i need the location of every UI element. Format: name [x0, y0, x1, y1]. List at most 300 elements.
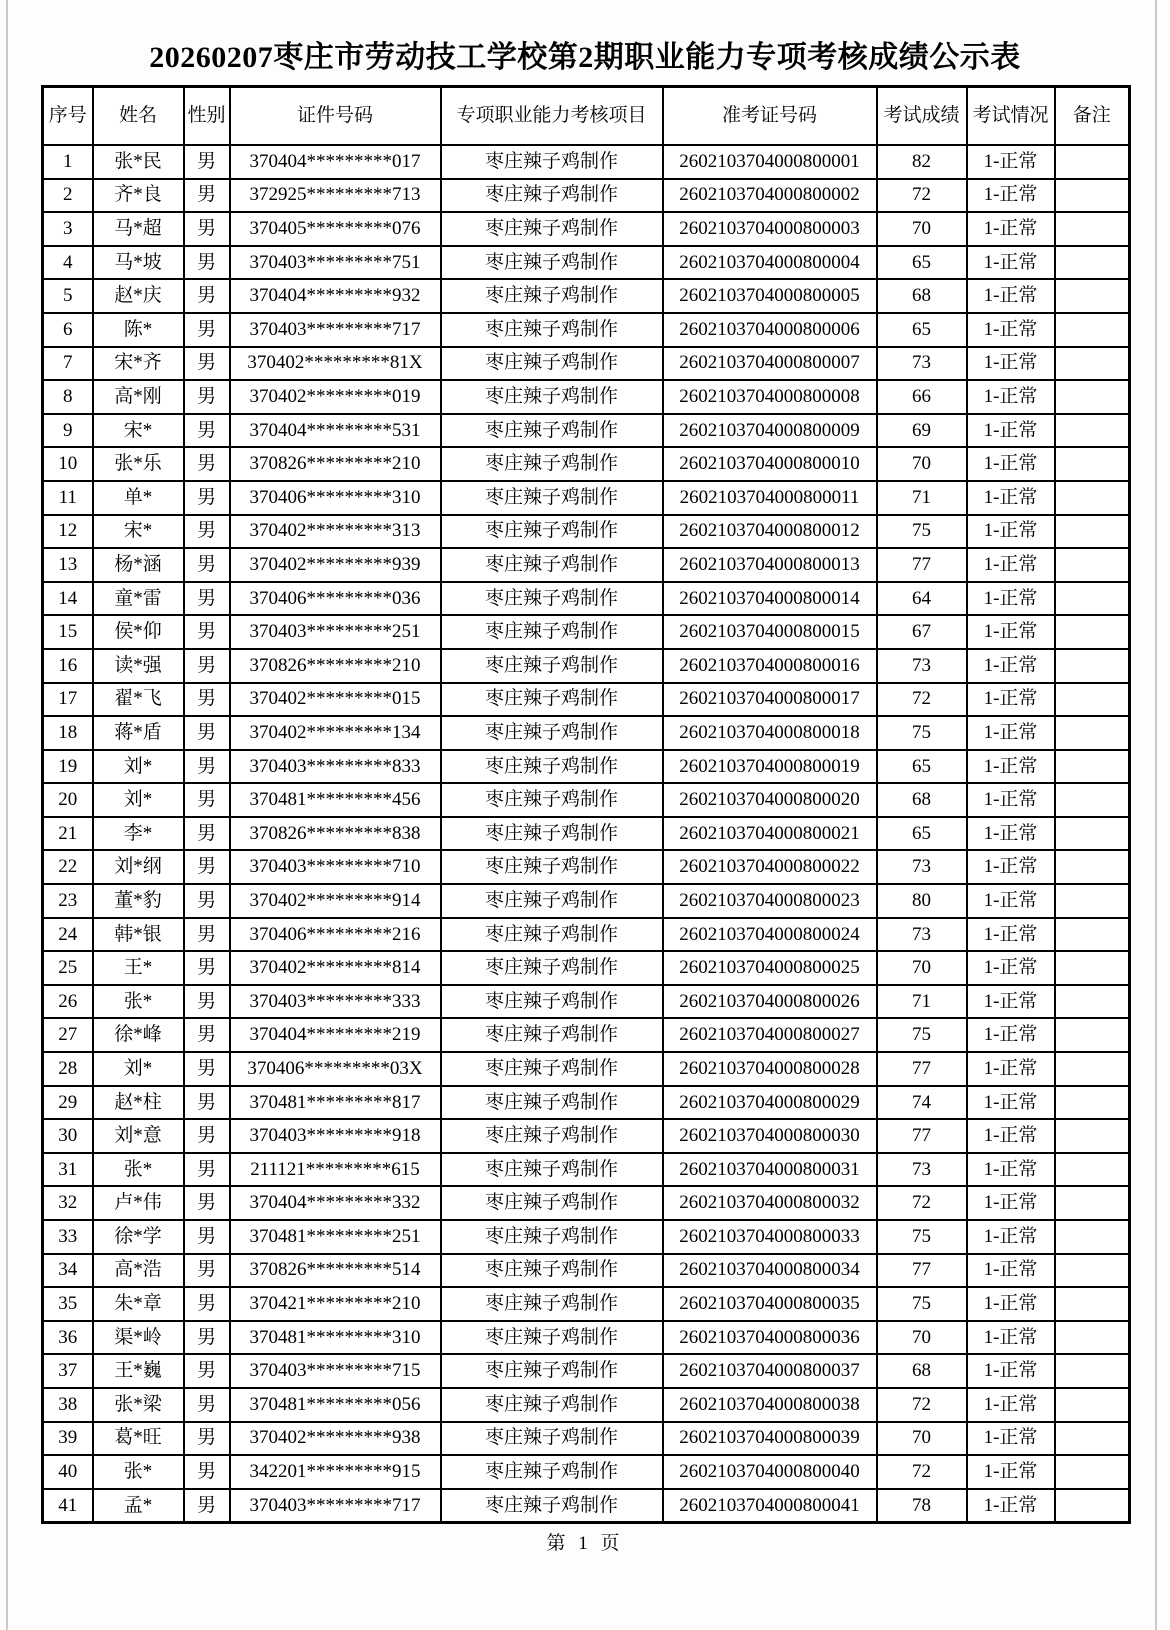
table-row — [43, 750, 1130, 784]
cell-gender: 男 — [184, 179, 230, 213]
cell-score: 73 — [877, 1153, 967, 1187]
page-title: 20260207枣庄市劳动技工学校第2期职业能力专项考核成绩公示表 — [149, 41, 1021, 74]
cell-gender: 男 — [184, 1455, 230, 1489]
table-row — [43, 515, 1130, 549]
cell-id-number: 370402*********814 — [230, 951, 441, 985]
cell-name: 王* — [93, 951, 184, 985]
column-header-serial: 序号 — [43, 87, 93, 146]
cell-id-number: 370402*********81X — [230, 347, 441, 381]
cell-name: 陈* — [93, 313, 184, 347]
cell-project: 枣庄辣子鸡制作 — [441, 817, 663, 851]
cell-score: 69 — [877, 414, 967, 448]
table-body — [43, 145, 1130, 1523]
cell-ticket-number: 2602103704000800033 — [663, 1220, 877, 1254]
cell-project: 枣庄辣子鸡制作 — [441, 1321, 663, 1355]
cell-project: 枣庄辣子鸡制作 — [441, 1287, 663, 1321]
cell-serial: 20 — [43, 783, 93, 817]
cell-serial: 34 — [43, 1254, 93, 1288]
cell-status: 1-正常 — [967, 1455, 1055, 1489]
cell-ticket-number: 2602103704000800041 — [663, 1489, 877, 1523]
cell-ticket-number: 2602103704000800017 — [663, 683, 877, 717]
cell-status: 1-正常 — [967, 1287, 1055, 1321]
cell-serial: 6 — [43, 313, 93, 347]
cell-project: 枣庄辣子鸡制作 — [441, 582, 663, 616]
cell-id-number: 370404*********531 — [230, 414, 441, 448]
cell-name: 张*乐 — [93, 447, 184, 481]
cell-score: 71 — [877, 985, 967, 1019]
cell-remark — [1055, 414, 1130, 448]
cell-id-number: 370481*********056 — [230, 1388, 441, 1422]
table-row — [43, 783, 1130, 817]
cell-remark — [1055, 1388, 1130, 1422]
cell-project: 枣庄辣子鸡制作 — [441, 1422, 663, 1456]
cell-gender: 男 — [184, 414, 230, 448]
cell-gender: 男 — [184, 716, 230, 750]
cell-name: 刘*纲 — [93, 850, 184, 884]
cell-name: 翟*飞 — [93, 683, 184, 717]
cell-gender: 男 — [184, 1254, 230, 1288]
cell-serial: 27 — [43, 1018, 93, 1052]
table-row — [43, 1388, 1130, 1422]
cell-id-number: 370403*********715 — [230, 1354, 441, 1388]
cell-id-number: 370403*********833 — [230, 750, 441, 784]
cell-remark — [1055, 347, 1130, 381]
cell-score: 78 — [877, 1489, 967, 1523]
cell-remark — [1055, 1321, 1130, 1355]
cell-score: 73 — [877, 649, 967, 683]
cell-status: 1-正常 — [967, 1489, 1055, 1523]
cell-score: 73 — [877, 347, 967, 381]
cell-score: 72 — [877, 1388, 967, 1422]
cell-status: 1-正常 — [967, 1086, 1055, 1120]
cell-project: 枣庄辣子鸡制作 — [441, 783, 663, 817]
cell-serial: 21 — [43, 817, 93, 851]
cell-remark — [1055, 1186, 1130, 1220]
cell-remark — [1055, 1489, 1130, 1523]
cell-status: 1-正常 — [967, 179, 1055, 213]
cell-serial: 30 — [43, 1119, 93, 1153]
cell-serial: 24 — [43, 918, 93, 952]
table-row — [43, 313, 1130, 347]
cell-remark — [1055, 481, 1130, 515]
cell-serial: 36 — [43, 1321, 93, 1355]
cell-remark — [1055, 582, 1130, 616]
cell-id-number: 370402*********939 — [230, 548, 441, 582]
cell-name: 刘* — [93, 1052, 184, 1086]
cell-project: 枣庄辣子鸡制作 — [441, 918, 663, 952]
cell-gender: 男 — [184, 582, 230, 616]
cell-remark — [1055, 716, 1130, 750]
cell-id-number: 370481*********817 — [230, 1086, 441, 1120]
cell-remark — [1055, 548, 1130, 582]
cell-score: 80 — [877, 884, 967, 918]
cell-score: 77 — [877, 1119, 967, 1153]
table-row — [43, 1153, 1130, 1187]
cell-score: 70 — [877, 1422, 967, 1456]
cell-gender: 男 — [184, 951, 230, 985]
cell-project: 枣庄辣子鸡制作 — [441, 649, 663, 683]
cell-status: 1-正常 — [967, 1153, 1055, 1187]
cell-gender: 男 — [184, 515, 230, 549]
cell-status: 1-正常 — [967, 481, 1055, 515]
cell-ticket-number: 2602103704000800002 — [663, 179, 877, 213]
cell-remark — [1055, 246, 1130, 280]
cell-serial: 8 — [43, 380, 93, 414]
cell-serial: 29 — [43, 1086, 93, 1120]
cell-name: 韩*银 — [93, 918, 184, 952]
cell-remark — [1055, 1422, 1130, 1456]
cell-status: 1-正常 — [967, 1119, 1055, 1153]
cell-status: 1-正常 — [967, 850, 1055, 884]
cell-name: 高*浩 — [93, 1254, 184, 1288]
cell-ticket-number: 2602103704000800020 — [663, 783, 877, 817]
cell-gender: 男 — [184, 1220, 230, 1254]
cell-remark — [1055, 179, 1130, 213]
table-row — [43, 649, 1130, 683]
cell-ticket-number: 2602103704000800028 — [663, 1052, 877, 1086]
cell-remark — [1055, 683, 1130, 717]
cell-project: 枣庄辣子鸡制作 — [441, 1220, 663, 1254]
cell-remark — [1055, 313, 1130, 347]
cell-id-number: 370405*********076 — [230, 212, 441, 246]
cell-gender: 男 — [184, 246, 230, 280]
cell-status: 1-正常 — [967, 313, 1055, 347]
cell-status: 1-正常 — [967, 1220, 1055, 1254]
cell-gender: 男 — [184, 1153, 230, 1187]
cell-serial: 2 — [43, 179, 93, 213]
cell-gender: 男 — [184, 145, 230, 179]
cell-name: 张* — [93, 1153, 184, 1187]
column-header-name: 姓名 — [93, 87, 184, 146]
cell-id-number: 370826*********210 — [230, 447, 441, 481]
cell-status: 1-正常 — [967, 1052, 1055, 1086]
cell-status: 1-正常 — [967, 750, 1055, 784]
cell-id-number: 370404*********219 — [230, 1018, 441, 1052]
cell-status: 1-正常 — [967, 582, 1055, 616]
cell-score: 72 — [877, 1186, 967, 1220]
cell-project: 枣庄辣子鸡制作 — [441, 1119, 663, 1153]
cell-project: 枣庄辣子鸡制作 — [441, 279, 663, 313]
cell-gender: 男 — [184, 783, 230, 817]
cell-name: 张*梁 — [93, 1388, 184, 1422]
cell-serial: 1 — [43, 145, 93, 179]
column-header-id-number: 证件号码 — [230, 87, 441, 146]
cell-id-number: 370403*********751 — [230, 246, 441, 280]
table-row — [43, 582, 1130, 616]
cell-project: 枣庄辣子鸡制作 — [441, 1455, 663, 1489]
cell-serial: 19 — [43, 750, 93, 784]
cell-name: 刘*意 — [93, 1119, 184, 1153]
table-row — [43, 884, 1130, 918]
cell-serial: 31 — [43, 1153, 93, 1187]
cell-ticket-number: 2602103704000800026 — [663, 985, 877, 1019]
cell-gender: 男 — [184, 1186, 230, 1220]
cell-id-number: 370826*********514 — [230, 1254, 441, 1288]
cell-remark — [1055, 951, 1130, 985]
cell-name: 杨*涵 — [93, 548, 184, 582]
cell-score: 75 — [877, 1220, 967, 1254]
cell-remark — [1055, 615, 1130, 649]
cell-status: 1-正常 — [967, 1422, 1055, 1456]
cell-gender: 男 — [184, 850, 230, 884]
cell-project: 枣庄辣子鸡制作 — [441, 1052, 663, 1086]
cell-ticket-number: 2602103704000800008 — [663, 380, 877, 414]
cell-score: 73 — [877, 850, 967, 884]
cell-status: 1-正常 — [967, 447, 1055, 481]
cell-name: 宋* — [93, 414, 184, 448]
cell-id-number: 370403*********710 — [230, 850, 441, 884]
cell-name: 卢*伟 — [93, 1186, 184, 1220]
cell-serial: 22 — [43, 850, 93, 884]
table-row — [43, 380, 1130, 414]
cell-id-number: 370402*********019 — [230, 380, 441, 414]
cell-ticket-number: 2602103704000800039 — [663, 1422, 877, 1456]
cell-remark — [1055, 750, 1130, 784]
cell-ticket-number: 2602103704000800013 — [663, 548, 877, 582]
cell-project: 枣庄辣子鸡制作 — [441, 1489, 663, 1523]
cell-project: 枣庄辣子鸡制作 — [441, 615, 663, 649]
cell-score: 75 — [877, 1018, 967, 1052]
cell-serial: 13 — [43, 548, 93, 582]
cell-score: 75 — [877, 716, 967, 750]
cell-serial: 11 — [43, 481, 93, 515]
cell-status: 1-正常 — [967, 918, 1055, 952]
table-row — [43, 1018, 1130, 1052]
cell-id-number: 370403*********918 — [230, 1119, 441, 1153]
cell-project: 枣庄辣子鸡制作 — [441, 515, 663, 549]
cell-project: 枣庄辣子鸡制作 — [441, 985, 663, 1019]
table-row — [43, 1052, 1130, 1086]
cell-score: 70 — [877, 447, 967, 481]
cell-score: 73 — [877, 918, 967, 952]
cell-id-number: 370406*********310 — [230, 481, 441, 515]
cell-status: 1-正常 — [967, 279, 1055, 313]
cell-score: 64 — [877, 582, 967, 616]
cell-gender: 男 — [184, 313, 230, 347]
cell-id-number: 370403*********717 — [230, 1489, 441, 1523]
cell-name: 齐*良 — [93, 179, 184, 213]
table-row — [43, 1186, 1130, 1220]
table-row — [43, 145, 1130, 179]
cell-score: 65 — [877, 817, 967, 851]
cell-remark — [1055, 918, 1130, 952]
cell-ticket-number: 2602103704000800036 — [663, 1321, 877, 1355]
cell-score: 70 — [877, 1321, 967, 1355]
cell-ticket-number: 2602103704000800019 — [663, 750, 877, 784]
cell-remark — [1055, 985, 1130, 1019]
table-row — [43, 1489, 1130, 1523]
cell-id-number: 211121*********615 — [230, 1153, 441, 1187]
table-row — [43, 1422, 1130, 1456]
cell-ticket-number: 2602103704000800015 — [663, 615, 877, 649]
cell-name: 孟* — [93, 1489, 184, 1523]
cell-status: 1-正常 — [967, 1018, 1055, 1052]
cell-ticket-number: 2602103704000800012 — [663, 515, 877, 549]
cell-gender: 男 — [184, 1086, 230, 1120]
cell-status: 1-正常 — [967, 1388, 1055, 1422]
cell-serial: 40 — [43, 1455, 93, 1489]
cell-name: 单* — [93, 481, 184, 515]
cell-id-number: 370481*********456 — [230, 783, 441, 817]
cell-status: 1-正常 — [967, 951, 1055, 985]
cell-name: 读*强 — [93, 649, 184, 683]
cell-gender: 男 — [184, 1018, 230, 1052]
cell-name: 赵*柱 — [93, 1086, 184, 1120]
column-header-project: 专项职业能力考核项目 — [441, 87, 663, 146]
cell-score: 75 — [877, 515, 967, 549]
cell-status: 1-正常 — [967, 985, 1055, 1019]
cell-gender: 男 — [184, 1422, 230, 1456]
cell-ticket-number: 2602103704000800016 — [663, 649, 877, 683]
cell-name: 张*民 — [93, 145, 184, 179]
cell-remark — [1055, 783, 1130, 817]
cell-name: 高*刚 — [93, 380, 184, 414]
cell-serial: 41 — [43, 1489, 93, 1523]
cell-ticket-number: 2602103704000800024 — [663, 918, 877, 952]
cell-id-number: 370402*********938 — [230, 1422, 441, 1456]
cell-name: 张* — [93, 1455, 184, 1489]
cell-id-number: 370404*********332 — [230, 1186, 441, 1220]
cell-ticket-number: 2602103704000800007 — [663, 347, 877, 381]
table-row — [43, 246, 1130, 280]
cell-remark — [1055, 1018, 1130, 1052]
cell-project: 枣庄辣子鸡制作 — [441, 1018, 663, 1052]
cell-serial: 12 — [43, 515, 93, 549]
cell-project: 枣庄辣子鸡制作 — [441, 414, 663, 448]
cell-ticket-number: 2602103704000800022 — [663, 850, 877, 884]
cell-remark — [1055, 279, 1130, 313]
cell-name: 宋*齐 — [93, 347, 184, 381]
cell-status: 1-正常 — [967, 414, 1055, 448]
cell-name: 宋* — [93, 515, 184, 549]
cell-score: 65 — [877, 246, 967, 280]
cell-name: 朱*章 — [93, 1287, 184, 1321]
cell-serial: 17 — [43, 683, 93, 717]
cell-ticket-number: 2602103704000800034 — [663, 1254, 877, 1288]
cell-name: 徐*峰 — [93, 1018, 184, 1052]
table-row — [43, 1321, 1130, 1355]
cell-remark — [1055, 817, 1130, 851]
cell-ticket-number: 2602103704000800025 — [663, 951, 877, 985]
cell-id-number: 370826*********838 — [230, 817, 441, 851]
cell-serial: 4 — [43, 246, 93, 280]
cell-status: 1-正常 — [967, 884, 1055, 918]
cell-status: 1-正常 — [967, 1321, 1055, 1355]
cell-name: 侯*仰 — [93, 615, 184, 649]
cell-ticket-number: 2602103704000800009 — [663, 414, 877, 448]
cell-id-number: 370402*********134 — [230, 716, 441, 750]
cell-id-number: 370403*********251 — [230, 615, 441, 649]
cell-project: 枣庄辣子鸡制作 — [441, 1254, 663, 1288]
cell-score: 72 — [877, 179, 967, 213]
cell-gender: 男 — [184, 1321, 230, 1355]
table-row — [43, 548, 1130, 582]
table-row — [43, 615, 1130, 649]
cell-project: 枣庄辣子鸡制作 — [441, 447, 663, 481]
cell-status: 1-正常 — [967, 817, 1055, 851]
cell-serial: 33 — [43, 1220, 93, 1254]
cell-status: 1-正常 — [967, 1186, 1055, 1220]
cell-status: 1-正常 — [967, 1354, 1055, 1388]
cell-serial: 3 — [43, 212, 93, 246]
cell-ticket-number: 2602103704000800032 — [663, 1186, 877, 1220]
cell-id-number: 342201*********915 — [230, 1455, 441, 1489]
cell-score: 72 — [877, 1455, 967, 1489]
cell-name: 张* — [93, 985, 184, 1019]
cell-project: 枣庄辣子鸡制作 — [441, 212, 663, 246]
cell-ticket-number: 2602103704000800003 — [663, 212, 877, 246]
cell-id-number: 370403*********717 — [230, 313, 441, 347]
cell-ticket-number: 2602103704000800005 — [663, 279, 877, 313]
table-row — [43, 1119, 1130, 1153]
table-row — [43, 716, 1130, 750]
cell-score: 65 — [877, 750, 967, 784]
column-header-remark: 备注 — [1055, 87, 1130, 146]
cell-project: 枣庄辣子鸡制作 — [441, 313, 663, 347]
cell-gender: 男 — [184, 548, 230, 582]
cell-name: 赵*庆 — [93, 279, 184, 313]
page-footer: 第 1 页 — [546, 1533, 624, 1554]
cell-serial: 5 — [43, 279, 93, 313]
cell-score: 72 — [877, 683, 967, 717]
table-row — [43, 1220, 1130, 1254]
cell-status: 1-正常 — [967, 683, 1055, 717]
cell-gender: 男 — [184, 817, 230, 851]
cell-id-number: 370481*********251 — [230, 1220, 441, 1254]
cell-remark — [1055, 380, 1130, 414]
cell-gender: 男 — [184, 985, 230, 1019]
cell-ticket-number: 2602103704000800018 — [663, 716, 877, 750]
cell-remark — [1055, 884, 1130, 918]
cell-serial: 16 — [43, 649, 93, 683]
cell-project: 枣庄辣子鸡制作 — [441, 683, 663, 717]
cell-serial: 26 — [43, 985, 93, 1019]
cell-project: 枣庄辣子鸡制作 — [441, 145, 663, 179]
table-row — [43, 951, 1130, 985]
cell-remark — [1055, 1354, 1130, 1388]
cell-serial: 28 — [43, 1052, 93, 1086]
cell-remark — [1055, 212, 1130, 246]
cell-score: 74 — [877, 1086, 967, 1120]
cell-project: 枣庄辣子鸡制作 — [441, 1186, 663, 1220]
cell-project: 枣庄辣子鸡制作 — [441, 1388, 663, 1422]
cell-id-number: 372925*********713 — [230, 179, 441, 213]
column-header-ticket-number: 准考证号码 — [663, 87, 877, 146]
table-row — [43, 1354, 1130, 1388]
column-header-score: 考试成绩 — [877, 87, 967, 146]
cell-remark — [1055, 1287, 1130, 1321]
cell-id-number: 370406*********036 — [230, 582, 441, 616]
cell-id-number: 370826*********210 — [230, 649, 441, 683]
cell-gender: 男 — [184, 615, 230, 649]
cell-score: 68 — [877, 279, 967, 313]
cell-status: 1-正常 — [967, 649, 1055, 683]
cell-name: 童*雷 — [93, 582, 184, 616]
cell-serial: 18 — [43, 716, 93, 750]
cell-serial: 10 — [43, 447, 93, 481]
cell-serial: 25 — [43, 951, 93, 985]
cell-id-number: 370404*********932 — [230, 279, 441, 313]
cell-remark — [1055, 1254, 1130, 1288]
cell-score: 66 — [877, 380, 967, 414]
cell-ticket-number: 2602103704000800001 — [663, 145, 877, 179]
cell-gender: 男 — [184, 918, 230, 952]
cell-remark — [1055, 1086, 1130, 1120]
cell-score: 67 — [877, 615, 967, 649]
cell-score: 77 — [877, 548, 967, 582]
cell-id-number: 370402*********914 — [230, 884, 441, 918]
cell-remark — [1055, 850, 1130, 884]
